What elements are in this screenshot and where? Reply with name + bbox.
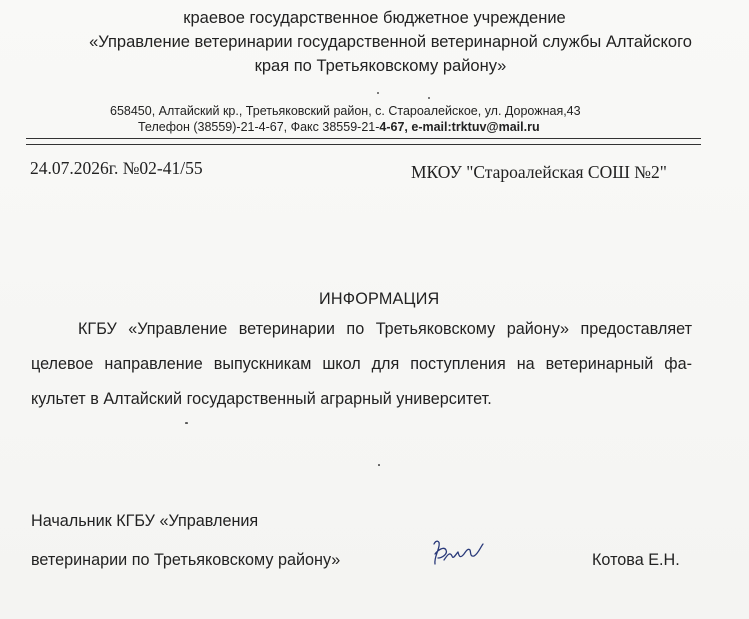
header-rule-thick (26, 138, 701, 139)
signatory-position-line-2: ветеринарии по Третьяковскому району» (31, 551, 341, 569)
paragraph-line: культет в Алтайский государственный аграрный университет. (31, 390, 492, 408)
signatory-position-line-1: Начальник КГБУ «Управления (31, 512, 259, 530)
handwritten-signature (428, 534, 488, 570)
email-address: trktuv@mail.ru (451, 120, 540, 134)
letterhead-line-1: краевое государственное бюджетное учреждение (183, 9, 566, 27)
letterhead-line-2: «Управление ветеринарии государственной ветеринарной службы Алтайского (89, 33, 692, 51)
phone-fax-bold: 4-67 (379, 120, 405, 134)
email-label: , e-mail: (404, 120, 452, 134)
signatory-name: Котова Е.Н. (592, 551, 680, 569)
paragraph-line: КГБУ «Управление ветеринарии по Третьяковскому району» предоставляет (78, 320, 692, 338)
contact-line (138, 120, 540, 134)
header-rule-thin (26, 144, 701, 145)
paragraph-line: целевое направление выпускникам школ для поступления на ветеринарный фа- (31, 355, 692, 373)
date-and-number: 24.07.2026г. №02-41/55 (30, 158, 203, 178)
scan-speck (185, 422, 188, 424)
addressee: МКОУ "Староалейская СОШ №2" (411, 162, 667, 182)
phone-fax: Телефон (38559)-21-4-67, Факс 38559-21- (138, 120, 380, 134)
letterhead-line-3: края по Третьяковскому району» (254, 57, 507, 75)
scan-speck (428, 97, 430, 99)
document-title: ИНФОРМАЦИЯ (319, 290, 440, 308)
postal-address: 658450, Алтайский кр., Третьяковский район, с. Староалейское, ул. Дорожная,43 (110, 104, 581, 118)
scan-speck (377, 92, 379, 94)
scan-speck (378, 464, 380, 466)
